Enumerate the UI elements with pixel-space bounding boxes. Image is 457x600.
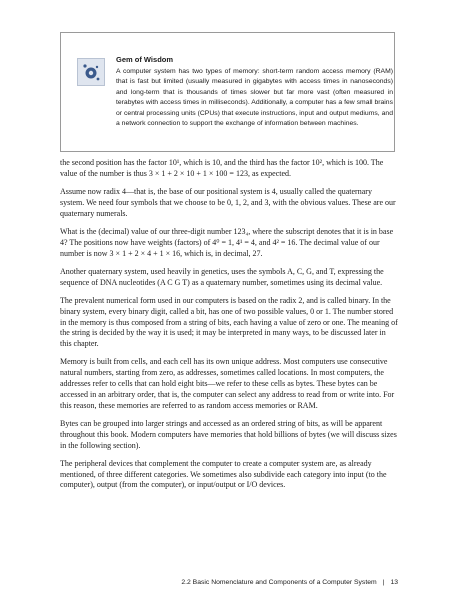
- gem-text: A computer system has two types of memory: short-term random access memory (RAM) that is fast but limited (usually measured in gigabytes with access times in nanoseconds) and long-term that is thousands of times slower but far more vast (often measured in terabytes with access times in milliseconds). Additionally, a computer has a few small brains or central processing units (CPUs) that execute instructions, input and output mediums, and a network connection to support the exchange of information between machines.: [116, 68, 393, 128]
- body-text: [60, 158, 398, 499]
- paragraph: The peripheral devices that complement the computer to create a computer system are, as already mentioned, of three different categories. We sometimes also subdivide each category into input (to the computer), output (from the computer), or input/output or I/O devices.: [60, 458, 387, 490]
- footer-section-title: 2.2 Basic Nomenclature and Components of a Computer System: [181, 579, 377, 586]
- gem-title: Gem of Wisdom: [116, 55, 174, 64]
- paragraph: What is the (decimal) value of our three-digit number 123₄, where the subscript denotes that it is in base 4? The positions now have weights (factors) of 4⁰ = 1, 4¹ = 4, and 4² = 16. The decimal value of our number is now 3 × 1 + 2 × 4 + 1 × 16, which is, in decimal, 27.: [60, 226, 394, 258]
- paragraph: the second position has the factor 10¹, which is 10, and the third has the factor 10², which is 100. The value of the number is thus 3 × 1 + 2 × 10 + 1 × 100 = 123, as expected.: [60, 158, 384, 178]
- page-footer: [0, 578, 398, 588]
- paragraph: Assume now radix 4—that is, the base of our positional system is 4, usually called the quaternary system. We need four symbols that we choose to be 0, 1, 2, and 3, with the obvious values. These are our quaternary numerals.: [60, 187, 396, 218]
- gem-icon: [77, 58, 105, 86]
- paragraph: Bytes can be grouped into larger strings and accessed as an ordered string of bits, as will be apparent throughout this book. Modern computers have memories that hold billions of bytes (we will discuss sizes in the following section).: [60, 418, 397, 450]
- page-number: 13: [390, 579, 398, 586]
- paragraph: Another quaternary system, used heavily in genetics, uses the symbols A, C, G, and T, expressing the sequence of DNA nucleotides (A C G T) as a quaternary number, sometimes using its decimal value.: [60, 266, 384, 287]
- footer-separator: |: [382, 579, 385, 586]
- paragraph: Memory is built from cells, and each cell has its own unique address. Most computers use consecutive natural numbers, starting from zero, as addresses, sometimes called locations. In most computers, the addresses refer to cells that can hold eight bits—we refer to these cells as bytes. These bytes can be accessed in an arbitrary order, that is, the computer can select any address to read from or write into. For this reason, these memories are referred to as random access memories or RAM.: [60, 357, 395, 410]
- paragraph: The prevalent numerical form used in our computers is based on the radix 2, and is called binary. In the binary system, every binary digit, called a bit, has one of two possible values, 0 or 1. The number stored in the memory is thus composed from a string of bits, each having a value of zero or one. The meaning of the string is decided by the way it is used; it may be interpreted in many ways, to be discussed later in this chapter.: [60, 295, 398, 349]
